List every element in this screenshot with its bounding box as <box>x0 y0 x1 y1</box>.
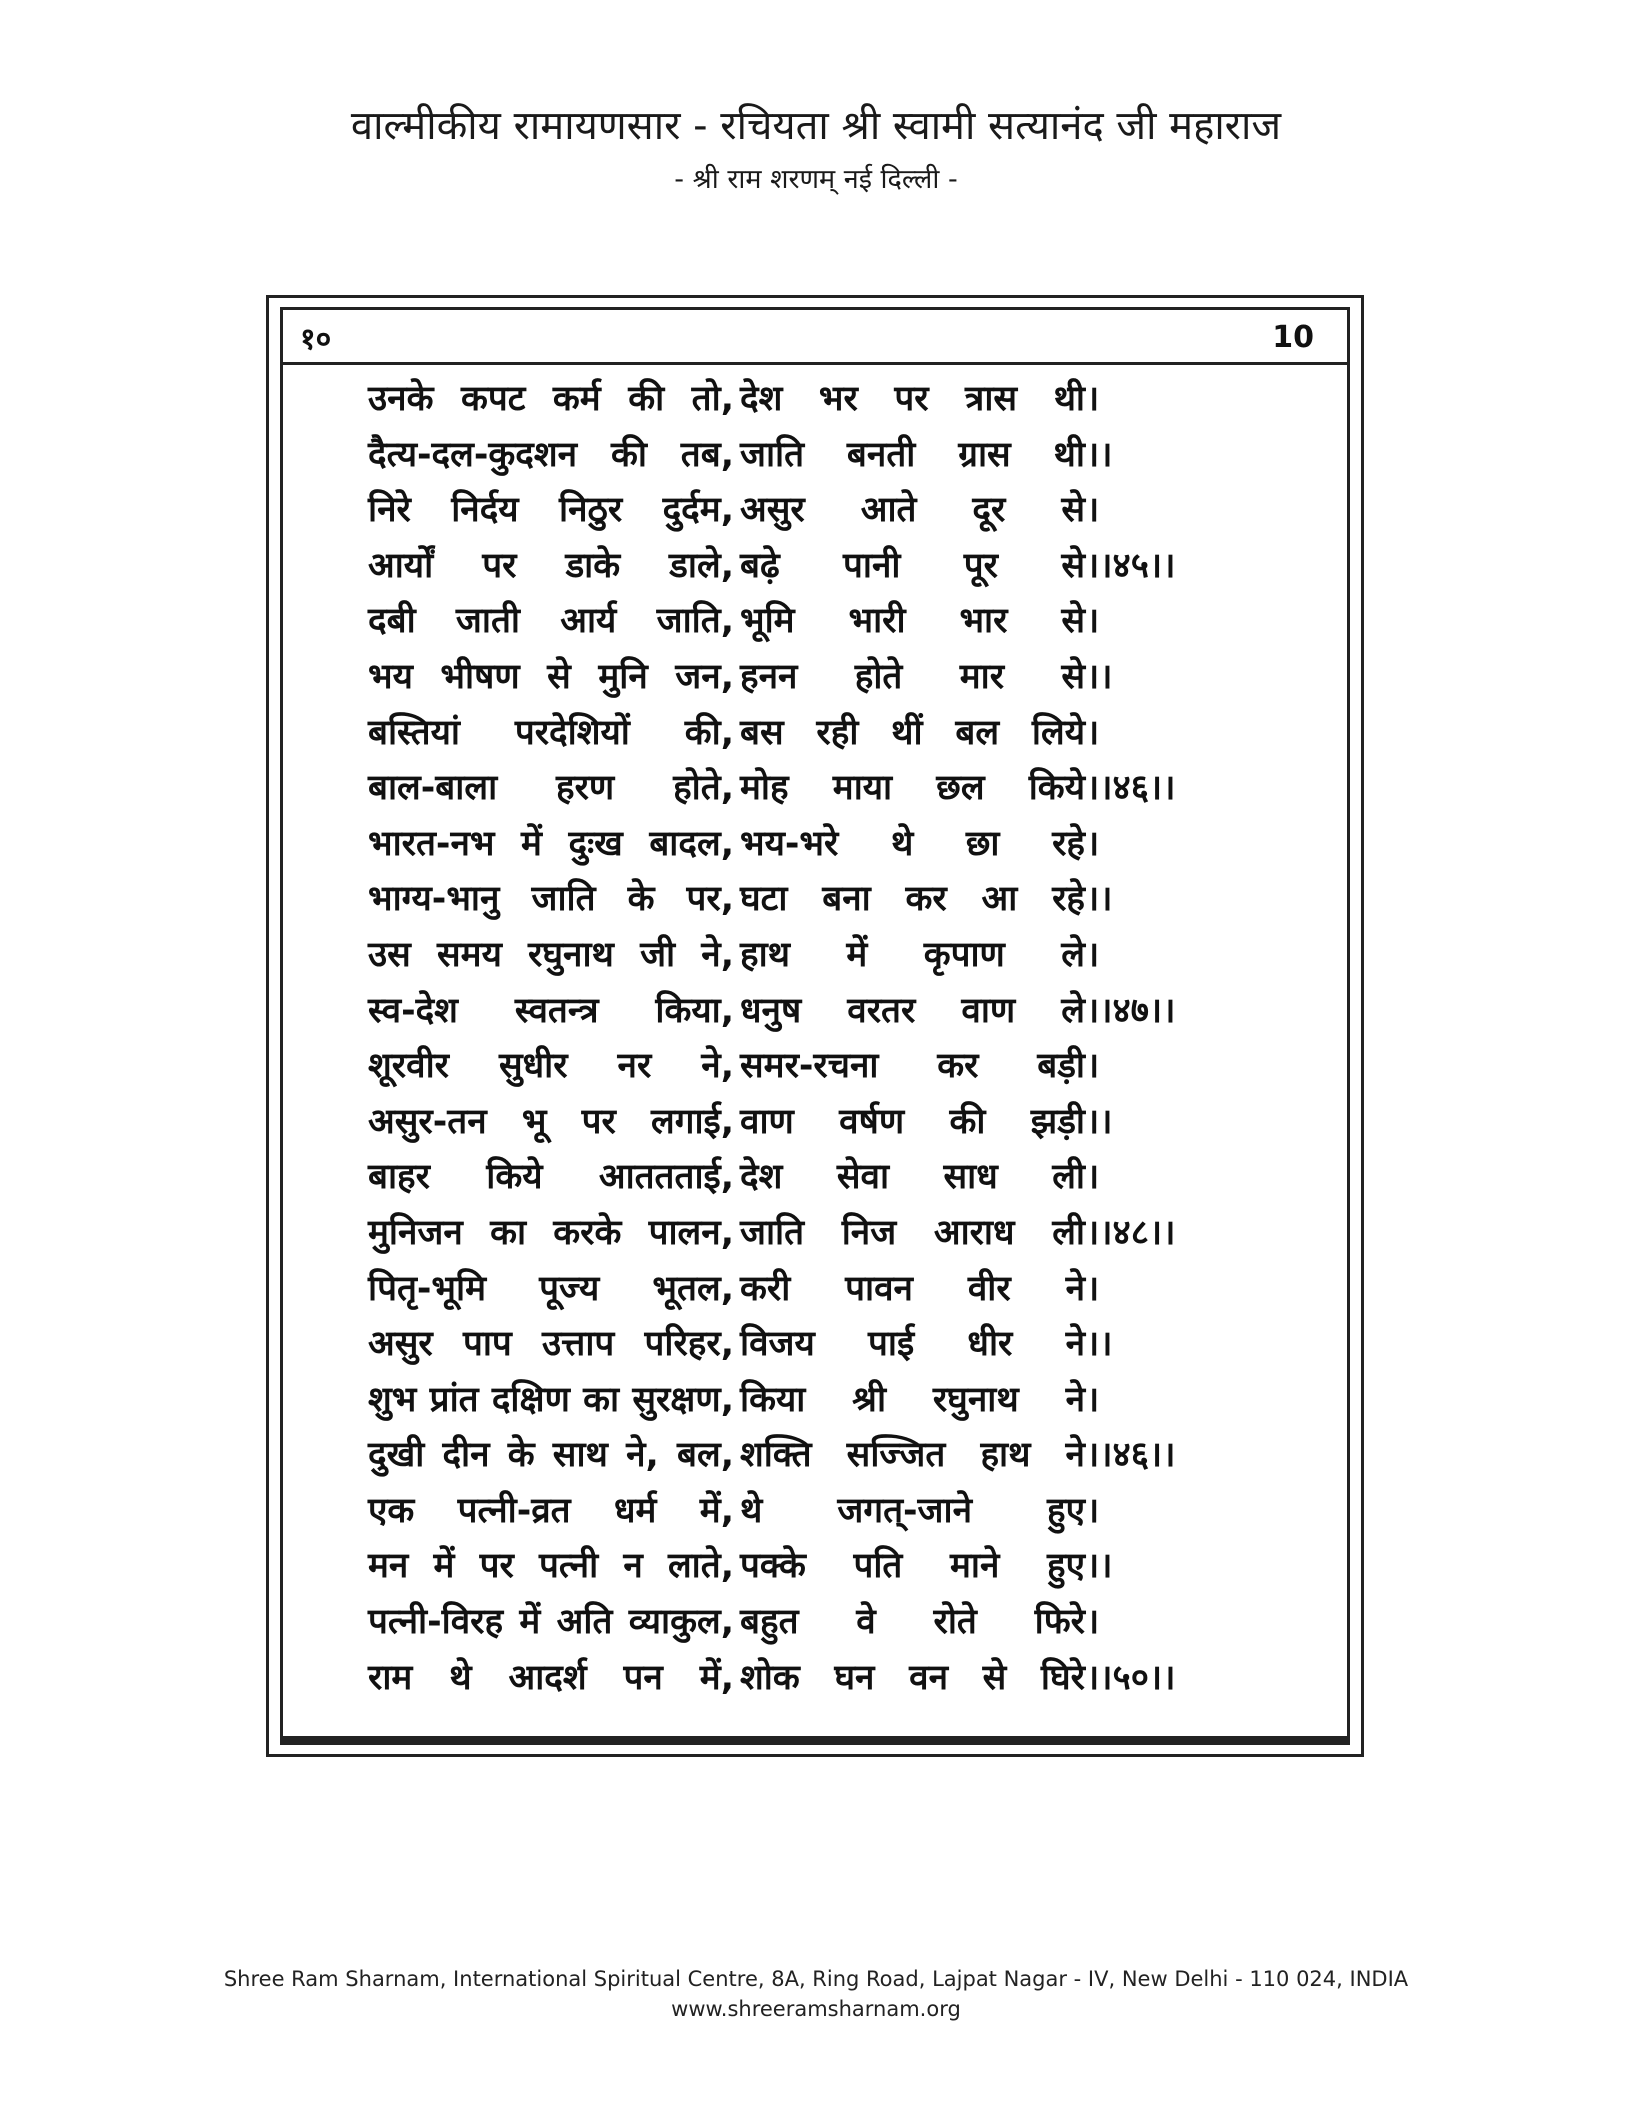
verse-end-mark: । <box>1086 379 1100 419</box>
verse-end-mark: ।।४५।। <box>1086 545 1176 586</box>
header-rule <box>283 362 1347 365</box>
verse-first-half: पत्नी-विरह में अति व्याकुल, <box>368 1602 734 1643</box>
verse-second-half: बहुत वे रोते फिरे <box>740 1602 1085 1643</box>
verse-second-half: बस रही थीं बल लिये <box>740 712 1085 753</box>
verse-second-half: भूमि भारी भार से <box>740 601 1085 642</box>
verse-first-half: मन में पर पत्नी न लाते, <box>368 1546 734 1587</box>
verse-second-half: हाथ में कृपाण ले <box>740 934 1085 975</box>
verse-line <box>368 372 1228 428</box>
verse-second-half: वाण वर्षण की झड़ी <box>740 1101 1085 1142</box>
verse-second-half: पक्के पति माने हुए <box>740 1546 1085 1587</box>
verse-second-half: किया श्री रघुनाथ ने <box>740 1379 1085 1420</box>
verse-line <box>368 650 1228 706</box>
verse-end-mark: । <box>1086 1602 1100 1643</box>
verse-second-half: जाति बनती ग्रास थी <box>740 434 1085 475</box>
page-number-hindi: १० <box>300 322 332 357</box>
verse-first-half: बस्तियां परदेशियों की, <box>368 712 734 753</box>
verse-line <box>368 1206 1228 1262</box>
verse-end-mark: ।।४८।। <box>1086 1212 1176 1253</box>
verse-end-mark: । <box>1086 601 1100 642</box>
verse-first-half: बाहर किये आततताई, <box>368 1157 734 1198</box>
verse-end-mark: ।। <box>1086 434 1113 475</box>
verse-line <box>368 1317 1228 1373</box>
verse-end-mark: ।। <box>1086 1101 1113 1142</box>
verse-line <box>368 1428 1228 1484</box>
verse-first-half: निरे निर्दय निठुर दुर्दम, <box>368 490 734 531</box>
verse-end-mark: ।। <box>1086 656 1113 697</box>
verse-line <box>368 1095 1228 1151</box>
verse-end-mark: । <box>1086 712 1100 753</box>
verse-line <box>368 706 1228 762</box>
verse-second-half: शक्ति सज्जित हाथ ने <box>740 1435 1085 1476</box>
verse-second-half: देश सेवा साध ली <box>740 1157 1085 1198</box>
verse-first-half: एक पत्नी-व्रत धर्म में, <box>368 1490 734 1531</box>
verse-block <box>368 372 1228 1706</box>
page-header-title: वाल्मीकीय रामायणसार - रचियता श्री स्वामी सत्यानंद जी महाराज <box>350 103 1282 149</box>
verse-end-mark: । <box>1086 934 1100 975</box>
verse-end-mark: ।।४७।। <box>1086 990 1176 1031</box>
verse-end-mark: । <box>1086 1046 1100 1087</box>
verse-line <box>368 1484 1228 1540</box>
verse-first-half: असुर पाप उत्ताप परिहर, <box>368 1324 734 1365</box>
verse-second-half: भय-भरे थे छा रहे <box>740 823 1085 864</box>
verse-end-mark: ।। <box>1086 1546 1113 1587</box>
verse-line <box>368 539 1228 595</box>
verse-first-half: आर्यों पर डाके डाले, <box>368 545 734 586</box>
verse-second-half: समर-रचना कर बड़ी <box>740 1046 1085 1087</box>
verse-first-half: शुभ प्रांत दक्षिण का सुरक्षण, <box>368 1379 734 1420</box>
verse-first-half: शूरवीर सुधीर नर ने, <box>368 1046 734 1087</box>
verse-first-half: भाग्य-भानु जाति के पर, <box>368 879 734 920</box>
verse-second-half: थे जगत्-जाने हुए <box>740 1490 1085 1531</box>
verse-line <box>368 483 1228 539</box>
footer-website-link[interactable]: www.shreeramsharnam.org <box>671 1997 961 2021</box>
verse-first-half: बाल-बाला हरण होते, <box>368 768 734 809</box>
page-number-english: 10 <box>1272 320 1314 355</box>
verse-end-mark: ।।४६।। <box>1086 768 1176 809</box>
verse-first-half: पितृ-भूमि पूज्य भूतल, <box>368 1268 734 1309</box>
verse-first-half: असुर-तन भू पर लगाई, <box>368 1101 734 1142</box>
verse-line <box>368 761 1228 817</box>
verse-second-half: मोह माया छल किये <box>740 768 1085 809</box>
verse-end-mark: । <box>1086 823 1100 864</box>
verse-line <box>368 1373 1228 1429</box>
verse-line <box>368 1651 1228 1707</box>
verse-first-half: उस समय रघुनाथ जी ने, <box>368 934 734 975</box>
verse-first-half: स्व-देश स्वतन्त्र किया, <box>368 990 734 1031</box>
verse-first-half: उनके कपट कर्म की तो, <box>368 379 734 419</box>
verse-first-half: दुखी दीन के साथ ने, बल, <box>368 1435 734 1476</box>
verse-end-mark: ।। <box>1086 879 1113 920</box>
verse-line <box>368 1039 1228 1095</box>
verse-line <box>368 1150 1228 1206</box>
verse-first-half: राम थे आदर्श पन में, <box>368 1657 734 1698</box>
verse-line <box>368 594 1228 650</box>
verse-line <box>368 928 1228 984</box>
bottom-border-rule <box>280 1736 1350 1744</box>
verse-first-half: दबी जाती आर्य जाति, <box>368 601 734 642</box>
verse-line <box>368 1595 1228 1651</box>
verse-end-mark: । <box>1086 1157 1100 1198</box>
verse-first-half: भय भीषण से मुनि जन, <box>368 656 734 697</box>
verse-end-mark: । <box>1086 1379 1100 1420</box>
verse-first-half: भारत-नभ में दुःख बादल, <box>368 823 734 864</box>
verse-second-half: धनुष वरतर वाण ले <box>740 990 1085 1031</box>
verse-second-half: जाति निज आराध ली <box>740 1212 1085 1253</box>
verse-line <box>368 1262 1228 1318</box>
verse-second-half: देश भर पर त्रास थी <box>740 379 1085 419</box>
verse-second-half: हनन होते मार से <box>740 656 1085 697</box>
verse-second-half: विजय पाई धीर ने <box>740 1324 1085 1365</box>
footer-address: Shree Ram Sharnam, International Spiritual Centre, 8A, Ring Road, Lajpat Nagar - IV, New Delhi - 110 024, INDIA <box>223 1967 1409 1991</box>
verse-end-mark: ।।४६।। <box>1086 1435 1176 1476</box>
verse-first-half: दैत्य-दल-कुदशन की तब, <box>368 434 734 475</box>
verse-end-mark: ।।५०।। <box>1086 1657 1176 1698</box>
verse-second-half: करी पावन वीर ने <box>740 1268 1085 1309</box>
verse-line <box>368 1539 1228 1595</box>
verse-end-mark: । <box>1086 1490 1100 1531</box>
verse-second-half: शोक घन वन से घिरे <box>740 1657 1085 1698</box>
verse-line <box>368 984 1228 1040</box>
verse-end-mark: । <box>1086 490 1100 531</box>
verse-line <box>368 428 1228 484</box>
verse-end-mark: ।। <box>1086 1324 1113 1365</box>
verse-first-half: मुनिजन का करके पालन, <box>368 1212 734 1253</box>
verse-second-half: घटा बना कर आ रहे <box>740 879 1085 920</box>
page-header-subtitle: - श्री राम शरणम् नई दिल्ली - <box>674 164 958 195</box>
verse-line <box>368 872 1228 928</box>
verse-end-mark: । <box>1086 1268 1100 1309</box>
verse-second-half: बढ़े पानी पूर से <box>740 545 1085 586</box>
verse-line <box>368 817 1228 873</box>
verse-second-half: असुर आते दूर से <box>740 490 1085 531</box>
